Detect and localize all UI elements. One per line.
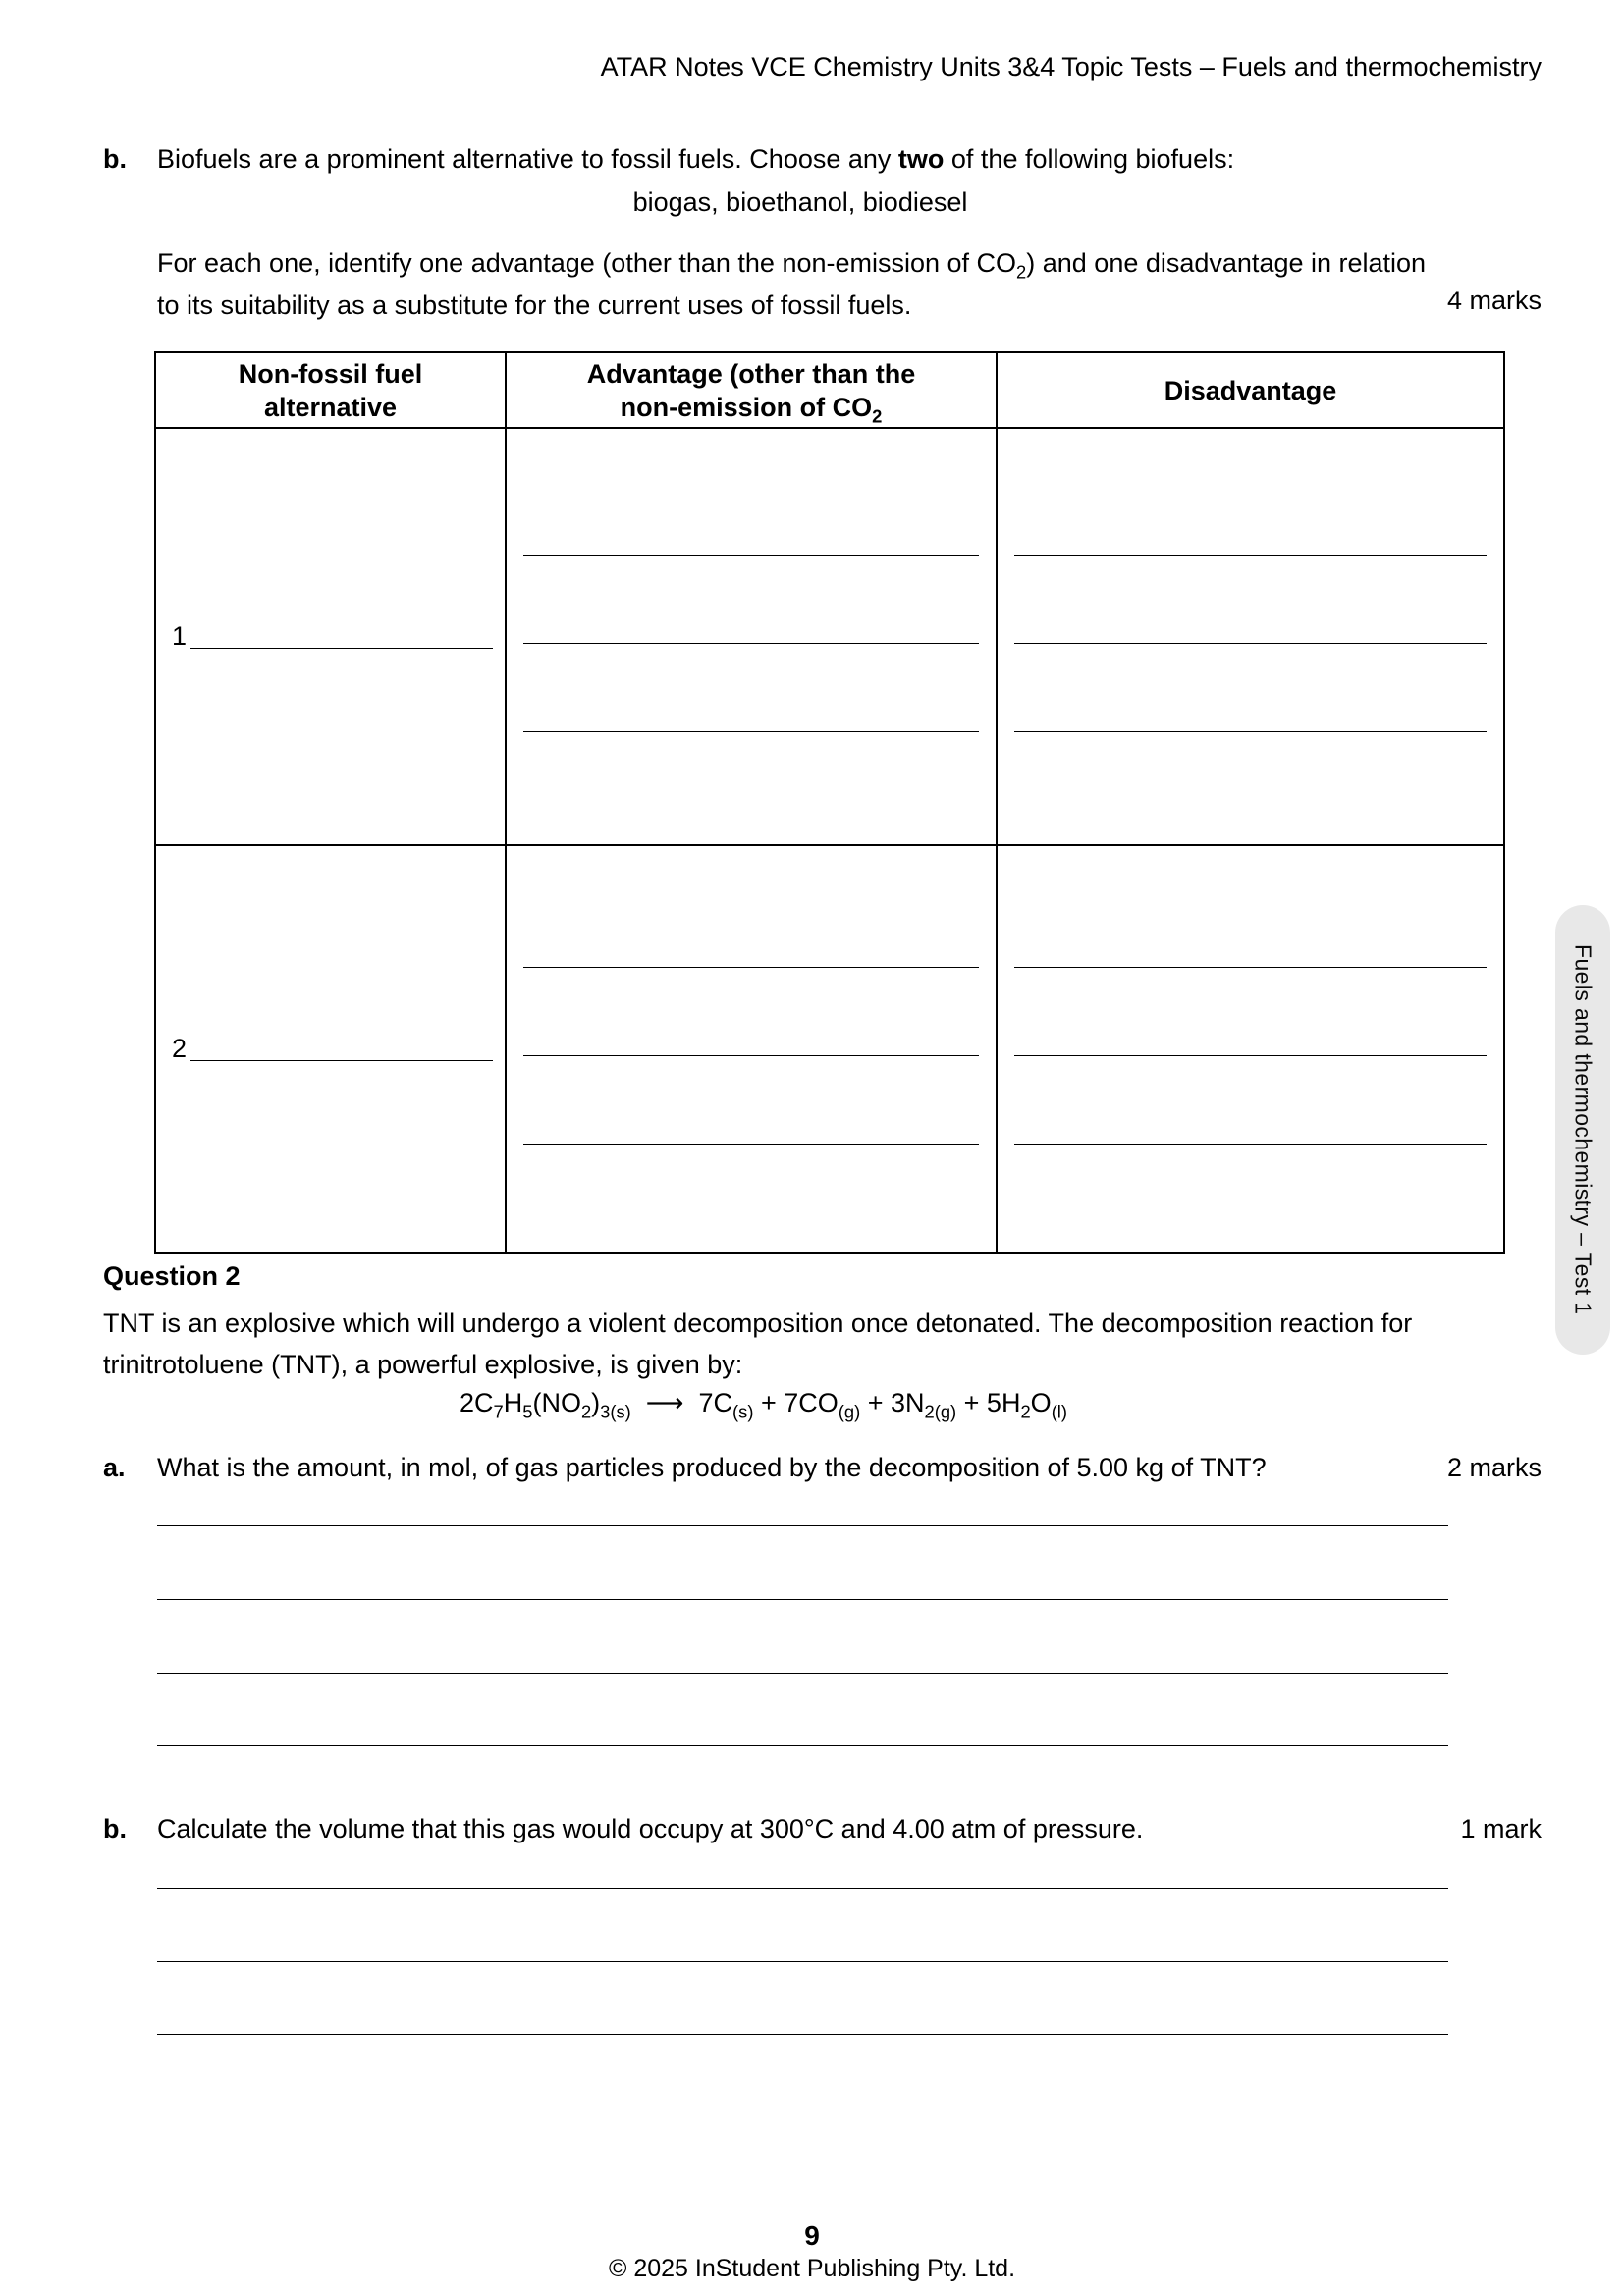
writing-line [1014,731,1487,732]
writing-line [1014,1055,1487,1056]
biofuels-options-line: biogas, bioethanol, biodiesel [632,187,968,217]
writing-line [1014,555,1487,556]
question-b-paragraph [157,242,1426,327]
advantage-1-cell [506,428,997,845]
question-2-intro-line1: TNT is an explosive which will undergo a violent decomposition once detonated. The decomposition reaction for [103,1308,1413,1338]
table-row [155,845,1504,1253]
writing-line [523,967,979,968]
question-2a-marks: 2 marks [1446,1453,1542,1482]
answer-line [157,2034,1448,2035]
question-b-paragraph-line1: For each one, identify one advantage (other than the non-emission of $CO_2$) and one disadvantage in relation [157,248,1427,283]
chapter-side-tab [1555,905,1610,1355]
biofuels-answer-table [154,351,1505,1254]
fill-in-line [190,648,493,649]
row-1-number: 1 [172,621,188,651]
disadvantage-1-cell [997,428,1504,845]
writing-line [523,643,979,644]
question-b-text-bold: two [897,144,945,174]
advantage-2-cell [506,845,997,1253]
reaction-arrow: ⟶ 7C [630,1388,733,1417]
answer-line [157,1961,1448,1962]
question-2a-label: a. [103,1453,126,1482]
writing-line [523,1144,979,1145]
question-2a-text: What is the amount, in mol, of gas particles produced by the decomposition of 5.00 kg of TNT? [157,1453,1267,1482]
header-cell-alternative: Non-fossil fuel alternative [155,352,506,428]
question-b-label: b. [103,144,127,174]
answer-line [157,1673,1448,1674]
question-2b-label: b. [103,1814,127,1843]
question-b-paragraph-line2: to its suitability as a substitute for the current uses of fossil fuels. [157,291,912,320]
disadvantage-2-cell [997,845,1504,1253]
alternative-2-cell [155,845,506,1253]
answer-line [157,1599,1448,1600]
question-b-marks: 4 marks [1446,286,1542,315]
alternative-1-cell [155,428,506,845]
header-cell-advantage: Advantage (other than the non-emission of $CO_2$ [506,352,997,428]
question-b-text-pre: Biofuels are a prominent alternative to fossil fuels. Choose any [157,144,898,174]
question-b-text [157,144,1234,175]
chapter-side-tab-label: Fuels and thermochemistry – Test 1 [1570,944,1597,1315]
table-header-row [155,352,1504,428]
row-2-number: 2 [172,1034,188,1063]
question-2-title: Question 2 [103,1261,241,1291]
writing-line [523,1055,979,1056]
question-b-text-post: of the following biofuels: [944,144,1235,174]
tnt-decomposition-equation: $2C_7H_5(NO_2)_{3(s)}$ ⟶ $7C_{(s)} + 7CO_{(g)} + 3N_{2(g)} + 5H_2O_{(l)}$ [460,1388,1067,1422]
header-cell-disadvantage: Disadvantage [997,352,1504,428]
question-2-intro [103,1303,1412,1385]
answer-line [157,1888,1448,1889]
writing-line [523,731,979,732]
question-2b-text: Calculate the volume that this gas would occupy at 300°C and 4.00 atm of pressure. [157,1814,1144,1843]
table-row [155,428,1504,845]
answer-line [157,1745,1448,1746]
page-number: 9 [804,2220,820,2251]
co2-subscript: 2 [1016,261,1027,283]
fill-in-line [190,1060,493,1061]
writing-line [1014,1144,1487,1145]
writing-line [1014,967,1487,968]
copyright-notice: © 2025 InStudent Publishing Pty. Ltd. [608,2255,1016,2282]
answer-line [157,1525,1448,1526]
co2-subscript: 2 [872,404,883,426]
page-header: ATAR Notes VCE Chemistry Units 3&4 Topic Tests – Fuels and thermochemistry [600,52,1542,81]
question-2b-marks: 1 mark [1460,1814,1542,1843]
writing-line [523,555,979,556]
question-2-intro-line2: trinitrotoluene (TNT), a powerful explosive, is given by: [103,1350,743,1379]
writing-line [1014,643,1487,644]
